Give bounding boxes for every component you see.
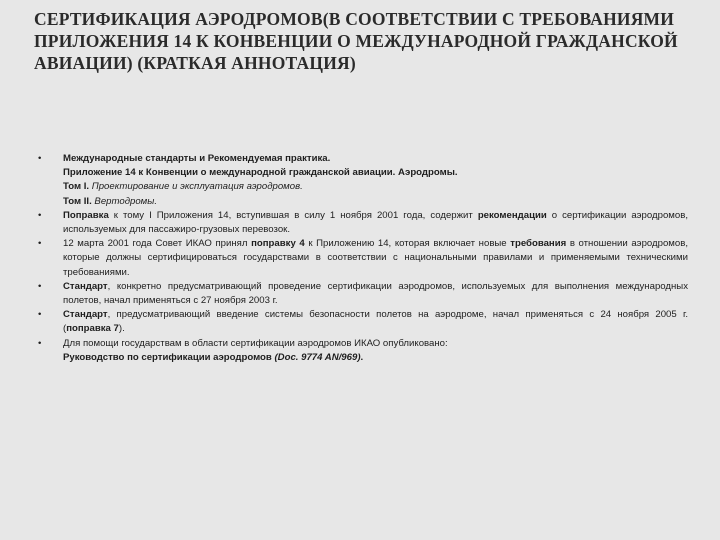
item-text: Приложение 14 к Конвенции о международной гражданской авиации. Аэродромы.: [63, 167, 458, 179]
volume-label: Том I.: [63, 181, 90, 193]
volume-title: Вертодромы.: [94, 195, 157, 207]
bullet-icon: •: [38, 337, 42, 349]
bullet-icon: •: [38, 280, 42, 292]
volume-line: [63, 180, 688, 194]
list-item: [38, 152, 688, 209]
list-item: [38, 237, 688, 280]
item-text: к тому I Приложения 14, вступившая в силу 1 ноября 2001 года, содержит: [108, 209, 478, 221]
bullet-icon: •: [38, 309, 42, 321]
item-text: к Приложению 14, которая включает новые: [304, 238, 511, 250]
item-bold-text: Стандарт: [63, 280, 108, 292]
bullet-icon: •: [38, 238, 42, 250]
publication-line: [63, 351, 688, 365]
list-item: [38, 280, 688, 308]
item-bold-text: Стандарт: [63, 309, 108, 321]
list-item: [38, 337, 688, 365]
slide-title: СЕРТИФИКАЦИЯ АЭРОДРОМОВ(В СООТВЕТСТВИИ С ТРЕБОВАНИЯМИ ПРИЛОЖЕНИЯ 14 К КОНВЕНЦИИ О МЕЖДУНАРОДНОЙ ГРАЖДАНСКОЙ АВИАЦИИ) (КРАТКАЯ АННОТАЦИЯ): [34, 9, 678, 73]
item-bold-text: требования: [510, 238, 567, 250]
list-item: [38, 209, 688, 237]
volume-line: [63, 195, 688, 209]
item-text: Для помощи государствам в области сертификации аэродромов ИКАО опубликовано:: [63, 337, 448, 349]
item-text: ).: [118, 323, 125, 335]
bullet-icon: •: [38, 209, 42, 221]
item-bold-text: Поправка: [63, 209, 109, 221]
item-bold-text: Руководство по сертификации аэродромов: [63, 351, 275, 363]
item-text: о сертификации аэродромов, используемых для пассажиро-грузовых перевозок.: [63, 209, 688, 236]
list-item: [38, 308, 688, 336]
volume-title: Проектирование и эксплуатация аэродромов.: [91, 181, 303, 193]
item-text: , предусматривающий введение системы безопасности полетов на аэродроме, начал применяться с 24 ноября 2005 г. (: [63, 309, 688, 335]
item-bold-text: рекомендации: [477, 209, 547, 221]
item-text: Международные стандарты и Рекомендуемая практика.: [63, 153, 331, 164]
item-text: в отношении аэродромов, которые должны сертифицироваться государствами в соответствии с национальными правилами и применяемыми техническими требованиями.: [63, 238, 688, 278]
item-text: 12 марта 2001 года Совет ИКАО принял: [63, 238, 252, 250]
item-bold-text: .: [360, 351, 364, 363]
volume-label: Том II.: [63, 195, 92, 207]
item-bold-text: поправку 4: [251, 238, 305, 250]
item-text: , конкретно предусматривающий проведение сертификации аэродромов, используемых для выполнения международных полетов, начал применяться с 27 ноября 2003 г.: [63, 280, 688, 307]
document-code: (Doc. 9774 AN/969): [274, 351, 361, 363]
item-bold-text: поправка 7: [66, 323, 119, 335]
bullet-list: [38, 152, 688, 365]
bullet-icon: •: [38, 153, 42, 164]
